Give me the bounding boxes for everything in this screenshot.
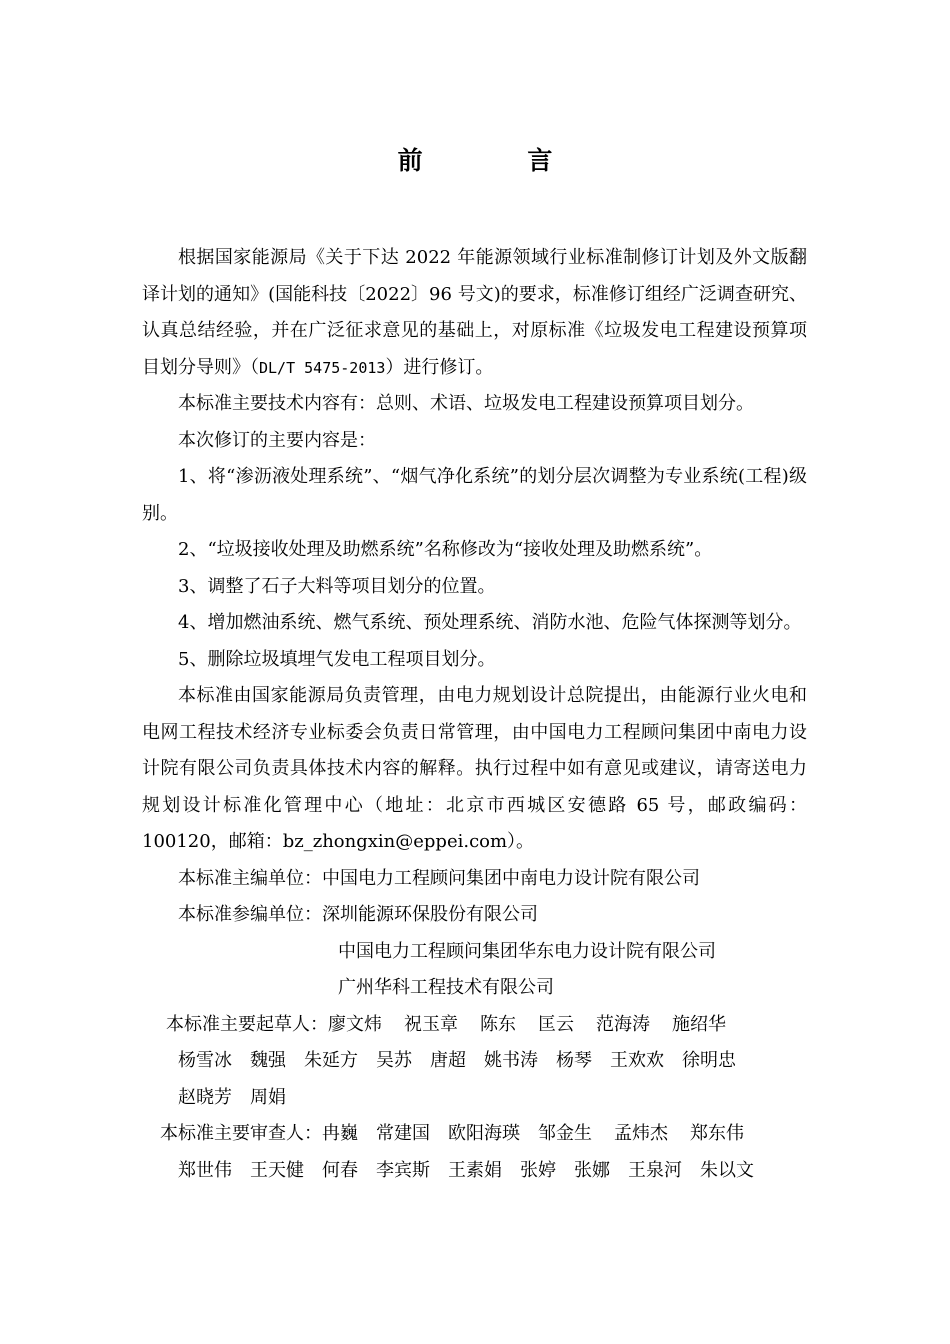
drafter-name: 陈东 [480,1013,516,1035]
standard-code: DL/T 5475-2013 [259,358,386,377]
drafter-name: 匡云 [538,1013,574,1035]
paragraph-basis [142,240,807,386]
drafter-name: 杨琴 [556,1050,592,1071]
participating-line [142,897,807,934]
reviewer-name: 王素娟 [448,1159,502,1181]
page-title: 前 言 [397,146,601,175]
reviewer-name: 李宾斯 [376,1159,430,1181]
participating-unit: 深圳能源环保股份有限公司 [322,904,538,925]
drafter-name: 范海涛 [596,1013,650,1035]
reviewer-name: 冉巍 [322,1123,358,1144]
reviewers-line [142,1153,807,1190]
paragraph-revision-intro: 本次修订的主要内容是： [178,429,376,451]
drafter-name: 施绍华 [672,1013,726,1035]
reviewer-name: 王泉河 [628,1159,682,1181]
reviewers-label: 本标准主要审查人： [160,1123,322,1144]
revision-item-4: 4、增加燃油系统、燃气系统、预处理系统、消防水池、危险气体探测等划分。 [178,612,802,633]
participating-label: 本标准参编单位： [178,904,322,925]
reviewer-name: 何春 [322,1159,358,1181]
chief-editor-unit: 中国电力工程顾问集团中南电力设计院有限公司 [322,867,700,889]
participating-unit: 广州华科工程技术有限公司 [338,977,554,998]
drafter-name: 唐超 [430,1050,466,1071]
drafters-line [142,1043,807,1080]
drafters-label: 本标准主要起草人： [166,1013,328,1035]
drafter-name: 祝玉章 [404,1013,458,1035]
reviewer-name: 孟炜杰 [614,1123,668,1144]
reviewer-name: 张娜 [574,1159,610,1181]
drafters-line [142,1007,807,1044]
reviewer-name: 常建国 [376,1123,430,1144]
reviewer-name: 朱以文 [700,1159,754,1181]
preface-content [142,240,807,1189]
reviewers-line [142,1116,807,1153]
drafter-name: 廖文炜 [328,1013,382,1035]
paragraph-basis-text: 根据国家能源局《关于下达 2022 年能源领域行业标准制修订计划及外文版翻译计划的通知》(国能科技〔2022〕96 号文)的要求，标准修订组经广泛调查研究、认真总结经验，并在广泛征求意见的基础上，对原标准《垃圾发电工程建设预算项目划分导则》（ [142,247,807,378]
drafter-name: 吴苏 [376,1050,412,1071]
drafter-name: 王欢欢 [610,1050,664,1071]
chief-editor-line [142,861,807,898]
reviewer-name: 邹金生 [538,1123,592,1144]
drafter-name: 周娟 [250,1086,286,1108]
paragraph-content: 本标准主要技术内容有：总则、术语、垃圾发电工程建设预算项目划分。 [178,393,754,414]
revision-item-1: 1、将“渗沥液处理系统”、“烟气净化系统”的划分层次调整为专业系统(工程)级别。 [142,466,807,524]
revision-item-2: 2、“垃圾接收处理及助燃系统”名称修改为“接收处理及助燃系统”。 [178,539,713,560]
drafter-name: 姚书涛 [484,1050,538,1071]
reviewer-name: 张婷 [520,1159,556,1181]
participating-unit: 中国电力工程顾问集团华东电力设计院有限公司 [338,940,716,962]
paragraph-management: 本标准由国家能源局负责管理，由电力规划设计总院提出，由能源行业火电和电网工程技术经济专业标委会负责日常管理，由中国电力工程顾问集团中南电力设计院有限公司负责具体技术内容的解释。执行过程中如有意见或建议，请寄送电力规划设计标准化管理中心（地址：北京市西城区安德路 65 号，邮政编码：100120，邮箱：bz_zhongxin@eppei.com）。 [142,685,807,852]
drafter-name: 朱延方 [304,1050,358,1071]
reviewer-name: 王天健 [250,1159,304,1181]
reviewer-name: 欧阳海瑛 [448,1123,520,1144]
revision-item-5: 5、删除垃圾填埋气发电工程项目划分。 [178,648,496,670]
reviewer-name: 郑东伟 [690,1123,744,1144]
drafter-name: 魏强 [250,1050,286,1071]
drafter-name: 赵晓芳 [178,1086,232,1108]
drafter-name: 杨雪冰 [178,1050,232,1071]
reviewer-name: 郑世伟 [178,1159,232,1181]
drafters-line [142,1080,807,1117]
chief-editor-label: 本标准主编单位： [178,867,322,889]
revision-item-3: 3、调整了石子大料等项目划分的位置。 [178,575,496,597]
paragraph-basis-end: ）进行修订。 [385,356,494,378]
drafter-name: 徐明忠 [682,1050,736,1071]
